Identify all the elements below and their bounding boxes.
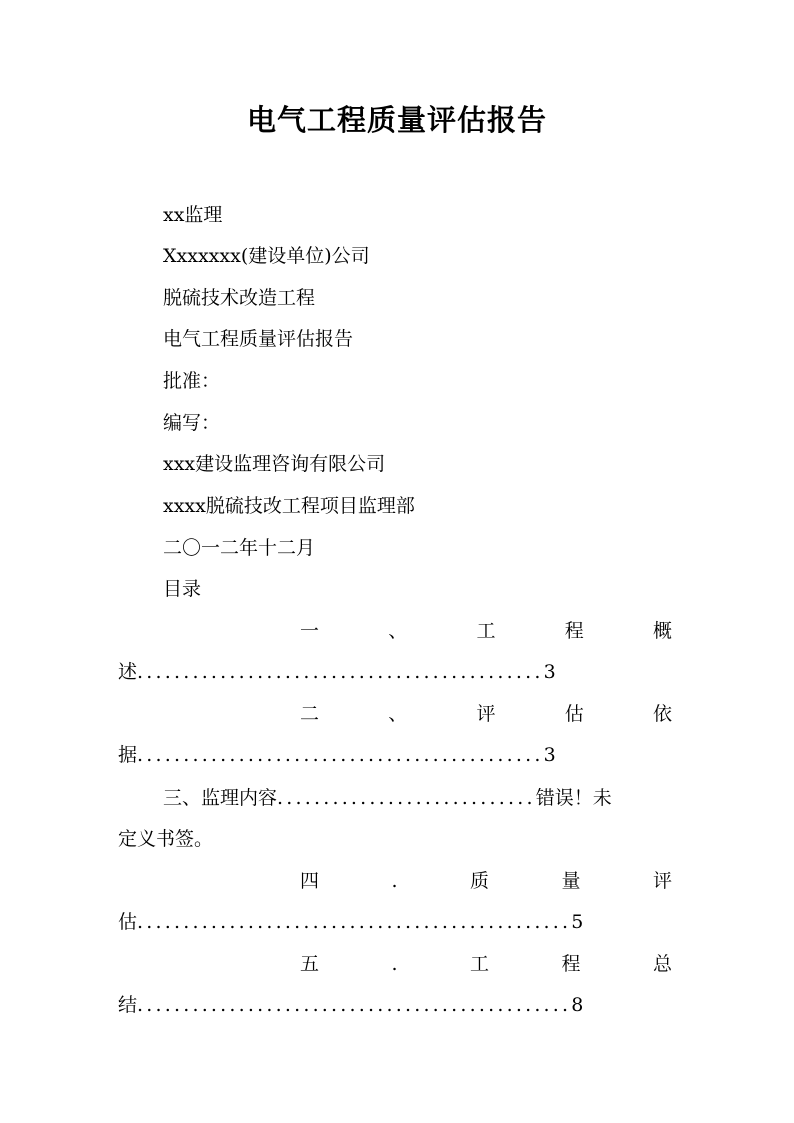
client-company: Xxxxxxx(建设单位)公司 — [163, 245, 370, 267]
toc-char: . — [391, 870, 398, 892]
approval-label: 批准： — [163, 370, 221, 392]
toc-char: . — [391, 953, 398, 975]
document-title: 电气工程质量评估报告 — [246, 103, 547, 137]
consulting-company: xxx建设监理咨询有限公司 — [163, 453, 386, 475]
toc-leader-dots: ............................................... — [137, 994, 572, 1016]
toc-page-number: 8 — [571, 994, 584, 1016]
toc-char: 四 — [300, 870, 320, 892]
toc-char: 依 — [652, 703, 672, 725]
toc-char: 五 — [300, 953, 320, 975]
project-name: 脱硫技术改造工程 — [163, 287, 316, 309]
toc-item-1-continuation[interactable] — [118, 660, 556, 684]
toc-item-4-continuation[interactable] — [118, 910, 583, 934]
author-label: 编写： — [163, 412, 221, 434]
toc-char: 质 — [470, 870, 490, 892]
toc-item-4-heading[interactable] — [300, 869, 672, 893]
toc-tail: 据 — [118, 744, 138, 766]
toc-item-3-label: 三、监理内容 — [163, 787, 278, 809]
toc-char: 估 — [564, 703, 584, 725]
toc-item-1-heading[interactable] — [300, 619, 672, 643]
toc-char: 总 — [652, 953, 672, 975]
toc-item-2-continuation[interactable] — [118, 743, 556, 767]
toc-char: 评 — [476, 703, 496, 725]
toc-char: 一 — [300, 620, 320, 642]
toc-heading: 目录 — [163, 578, 202, 600]
toc-char: 、 — [388, 703, 408, 725]
toc-item-2-heading[interactable] — [300, 702, 672, 726]
toc-char: 程 — [564, 620, 584, 642]
toc-char: 二 — [300, 703, 320, 725]
toc-char: 工 — [476, 620, 496, 642]
project-department: xxxx脱硫技改工程项目监理部 — [163, 495, 415, 517]
report-name: 电气工程质量评估报告 — [163, 328, 354, 350]
toc-item-5-continuation[interactable] — [118, 993, 583, 1017]
toc-item-3-heading[interactable] — [163, 786, 612, 810]
report-date: 二〇一二年十二月 — [163, 537, 316, 559]
toc-page-number: 3 — [543, 661, 556, 683]
toc-page-number: 5 — [571, 911, 584, 933]
toc-tail: 估 — [118, 911, 138, 933]
toc-leader-dots: ............................ — [277, 787, 536, 809]
toc-page-number: 3 — [543, 744, 556, 766]
toc-char: 、 — [388, 620, 408, 642]
toc-error-reference: 错误！未 — [535, 787, 612, 809]
toc-leader-dots: ............................................ — [137, 661, 544, 683]
toc-char: 工 — [470, 953, 490, 975]
toc-char: 评 — [652, 870, 672, 892]
toc-leader-dots: ............................................ — [137, 744, 544, 766]
toc-item-5-heading[interactable] — [300, 952, 672, 976]
toc-tail: 结 — [118, 994, 138, 1016]
toc-leader-dots: ............................................... — [137, 911, 572, 933]
toc-char: 程 — [561, 953, 581, 975]
supervisor-name: xx监理 — [163, 204, 223, 226]
toc-char: 概 — [652, 620, 672, 642]
toc-char: 量 — [561, 870, 581, 892]
toc-tail: 述 — [118, 661, 138, 683]
toc-item-3-continuation: 定义书签。 — [118, 828, 214, 850]
